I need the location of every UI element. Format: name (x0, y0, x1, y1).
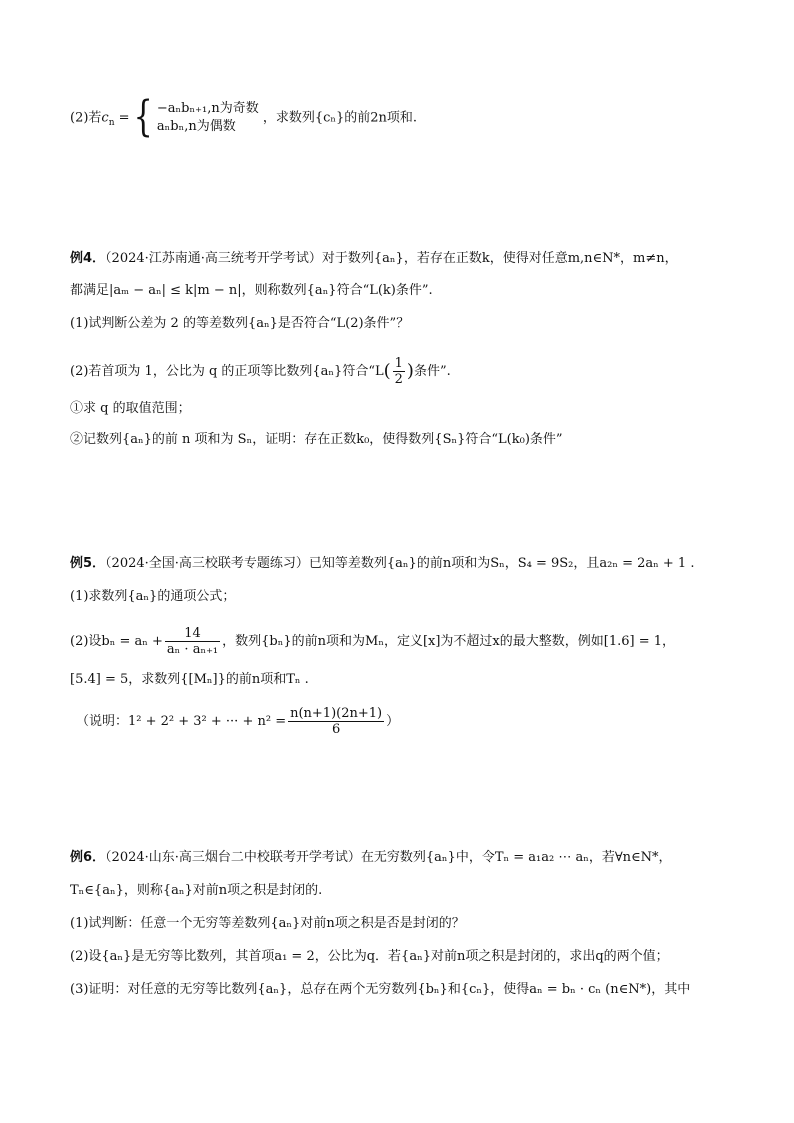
prev-part2-line: (2)若$c_n$ = { −aₙbₙ₊₁,n为奇数 aₙbₙ,n为偶数 ，求数列{cₙ}的前2n项和. (70, 92, 418, 142)
ex5-note-fraction: $\frac{n(n+1)(2n+1)}{6}$ (290, 706, 383, 737)
ex4-q2a: ①求 q 的取值范围； (70, 401, 191, 416)
ex4-text1: 对于数列{aₙ}，若存在正数k，使得对任意m,n∈N*，m≠n， (321, 251, 678, 266)
case-even: aₙbₙ,n为偶数 (156, 119, 236, 134)
ex4-q2b: ②记数列{aₙ}的前 n 项和为 Sₙ，证明：存在正数k₀，使得数列{Sₙ}符合“L(k₀)条件” (70, 432, 563, 447)
ex5-q2-pre: (2)设bₙ = aₙ + (70, 634, 163, 649)
case-odd: −aₙbₙ₊₁,n为奇数 (156, 101, 259, 116)
prev-part2-prefix: (2)若 (70, 110, 102, 126)
ex4-q2-fraction: $\frac{1}{2}$ (394, 356, 403, 387)
ex5-q2-post: ，数列{bₙ}的前n项和为Mₙ，定义[x]为不超过x的最大整数，例如[1.6] = 1， (222, 634, 676, 649)
ex4-q2-pre: (2)若首项为 1，公比为 q 的正项等比数列{aₙ}符合“L (70, 364, 384, 379)
ex6-q3: (3)证明：对任意的无穷等比数列{aₙ}，总存在两个无穷数列{bₙ}和{cₙ}，使得aₙ = bₙ · cₙ (n∈N*)，其中 (70, 982, 691, 997)
ex5-q2-line2: [5.4] = 5，求数列{[Mₙ]}的前n项和Tₙ . (70, 672, 309, 687)
ex5-label: 例5． (70, 556, 106, 571)
ex5-q2 (70, 626, 675, 657)
prev-part2-suffix: ，求数列{cₙ}的前2n项和. (262, 110, 418, 126)
piecewise-definition (133, 92, 259, 142)
ex6-label: 例6． (70, 850, 106, 865)
ex6-q2: (2)设{aₙ}是无穷等比数列，其首项a₁ = 2，公比为q．若{aₙ}对前n项之积是封闭的，求出q的两个值； (70, 949, 669, 964)
ex6-line1 (70, 848, 672, 868)
ex4-label: 例4． (70, 251, 106, 266)
ex4-q2-post: 条件”. (413, 364, 451, 379)
ex4-q1: (1)试判断公差为 2 的等差数列{aₙ}是否符合“L(2)条件”？ (70, 316, 410, 331)
ex5-text1: 已知等差数列{aₙ}的前n项和为Sₙ，S₄ = 9S₂，且a₂ₙ = 2aₙ + 1 . (308, 556, 695, 571)
cn-symbol: c (101, 110, 109, 126)
ex4-line1 (70, 249, 678, 269)
ex6-q1: (1)试判断：任意一个无穷等差数列{aₙ}对前n项之积是否是封闭的？ (70, 916, 465, 931)
ex6-source: （2024·山东·高三烟台二中校联考开学考试） (105, 850, 361, 865)
brace-icon: { (133, 92, 153, 142)
ex4-q2: (2)若首项为 1，公比为 q 的正项等比数列{aₙ}符合“L( $\frac{1}{2}$ )条件”. (70, 356, 451, 387)
ex5-note-post: ） (386, 714, 400, 729)
ex5-q2-fraction: $\frac{14}{\text{aₙ · aₙ₊₁}}$ (166, 626, 219, 657)
ex5-line1 (70, 554, 694, 574)
ex5-q1: (1)求数列{aₙ}的通项公式； (70, 589, 236, 604)
ex5-source: （2024·全国·高三校联考专题练习） (105, 556, 309, 571)
ex5-note-pre: （说明：1² + 2² + 3² + ··· + n² = (76, 714, 287, 729)
ex4-line2: 都满足|aₘ − aₙ| ≤ k|m − n|，则称数列{aₙ}符合“L(k)条件”. (70, 283, 433, 298)
ex5-note (76, 706, 399, 737)
ex6-line2: Tₙ∈{aₙ}，则称{aₙ}对前n项之积是封闭的. (70, 883, 323, 898)
ex6-text1: 在无穷数列{aₙ}中，令Tₙ = a₁a₂ ⋯ aₙ，若∀n∈N*， (360, 850, 672, 865)
ex4-source: （2024·江苏南通·高三统考开学考试） (105, 251, 322, 266)
